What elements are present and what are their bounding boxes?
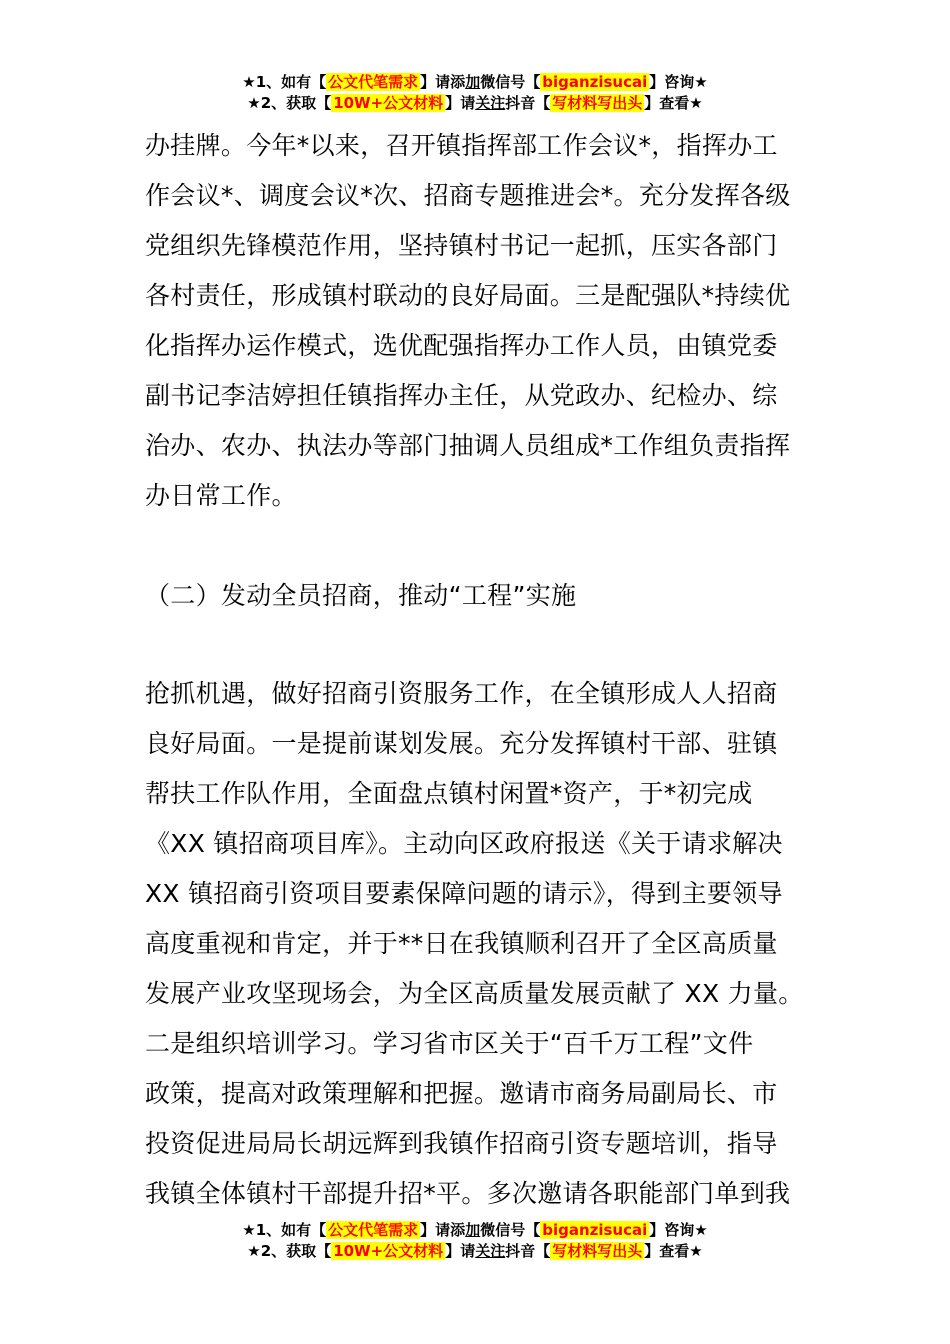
banner-highlight: 公文代笔需求: [328, 1221, 419, 1239]
banner-text: 】查看★: [644, 94, 703, 112]
text-line: 各村责任，形成镇村联动的良好局面。三是配强队*持续优: [145, 281, 791, 310]
banner-highlight: 写材料写出头: [552, 94, 643, 112]
banner-text: 】查看★: [644, 1242, 703, 1260]
text-line: 办日常工作。: [145, 481, 297, 510]
banner-underline: 关注: [475, 94, 506, 112]
paragraph-1: [145, 121, 810, 521]
text-line: 作会议*、调度会议*次、招商专题推进会*。充分发挥各级: [145, 181, 791, 210]
banner-text: 】请: [445, 1242, 476, 1260]
banner-text: 抖音【: [505, 94, 551, 112]
banner-highlight: 10W+公文材料: [333, 94, 444, 112]
text-line: 高度重视和肯定，并于**日在我镇顺利召开了全区高质量: [145, 929, 778, 958]
banner-text: 抖音【: [505, 1242, 551, 1260]
banner-underline: 加: [465, 1221, 481, 1239]
heading-text: （二）发动全员招商，推动“工程”实施: [145, 581, 577, 610]
text-line: 化指挥办运作模式，选优配强指挥办工作人员，由镇党委: [145, 331, 778, 360]
banner-text: ★1、如有【: [242, 1221, 327, 1239]
text-line: XX 镇招商引资项目要素保障问题的请示》，得到主要领导: [145, 879, 783, 908]
banner-text: 】请添: [420, 73, 466, 91]
text-line: 党组织先锋模范作用，坚持镇村书记一起抓，压实各部门: [145, 231, 778, 260]
text-line: 良好局面。一是提前谋划发展。充分发挥镇村干部、驻镇: [145, 729, 778, 758]
banner-text: ★1、如有【: [242, 73, 327, 91]
header-banner: [0, 72, 950, 114]
banner-text: 微信号【: [480, 73, 541, 91]
text-line: 《XX 镇招商项目库》。主动向区政府报送《关于请求解决: [145, 829, 783, 858]
text-line: 政策，提高对政策理解和把握。邀请市商务局副局长、市: [145, 1079, 778, 1108]
banner-underline: 加: [465, 73, 481, 91]
text-line: 副书记李洁婷担任镇指挥办主任，从党政办、纪检办、综: [145, 381, 778, 410]
banner-line-2: [0, 93, 950, 114]
banner-text: 】咨询★: [649, 1221, 708, 1239]
paragraph-2: [145, 669, 810, 1219]
banner-text: 】请: [445, 94, 476, 112]
text-line: 我镇全体镇村干部提升招*平。多次邀请各职能部门单到我: [145, 1179, 791, 1208]
banner-text: ★2、获取【: [247, 94, 332, 112]
text-line: 二是组织培训学习。学习省市区关于“百千万工程”文件: [145, 1029, 754, 1058]
banner-line-1: [0, 1220, 950, 1241]
text-line: 帮扶工作队作用，全面盘点镇村闲置*资产，于*初完成: [145, 779, 753, 808]
banner-line-2: [0, 1241, 950, 1262]
text-line: 办挂牌。今年*以来，召开镇指挥部工作会议*，指挥办工: [145, 131, 778, 160]
banner-highlight: 写材料写出头: [552, 1242, 643, 1260]
banner-line-1: [0, 72, 950, 93]
section-heading: [145, 571, 810, 621]
banner-text: 微信号【: [480, 1221, 541, 1239]
text-line: 发展产业攻坚现场会，为全区高质量发展贡献了 XX 力量。: [145, 979, 804, 1008]
banner-highlight: 10W+公文材料: [333, 1242, 444, 1260]
banner-text: 】咨询★: [649, 73, 708, 91]
banner-underline: 关注: [475, 1242, 506, 1260]
footer-banner: [0, 1220, 950, 1262]
banner-highlight: biganzisucai: [542, 1221, 648, 1239]
banner-text: ★2、获取【: [247, 1242, 332, 1260]
banner-highlight: biganzisucai: [542, 73, 648, 91]
text-line: 抢抓机遇，做好招商引资服务工作，在全镇形成人人招商: [145, 679, 778, 708]
text-line: 投资促进局局长胡远辉到我镇作招商引资专题培训，指导: [145, 1129, 778, 1158]
text-line: 治办、农办、执法办等部门抽调人员组成*工作组负责指挥: [145, 431, 791, 460]
banner-text: 】请添: [420, 1221, 466, 1239]
banner-highlight: 公文代笔需求: [328, 73, 419, 91]
